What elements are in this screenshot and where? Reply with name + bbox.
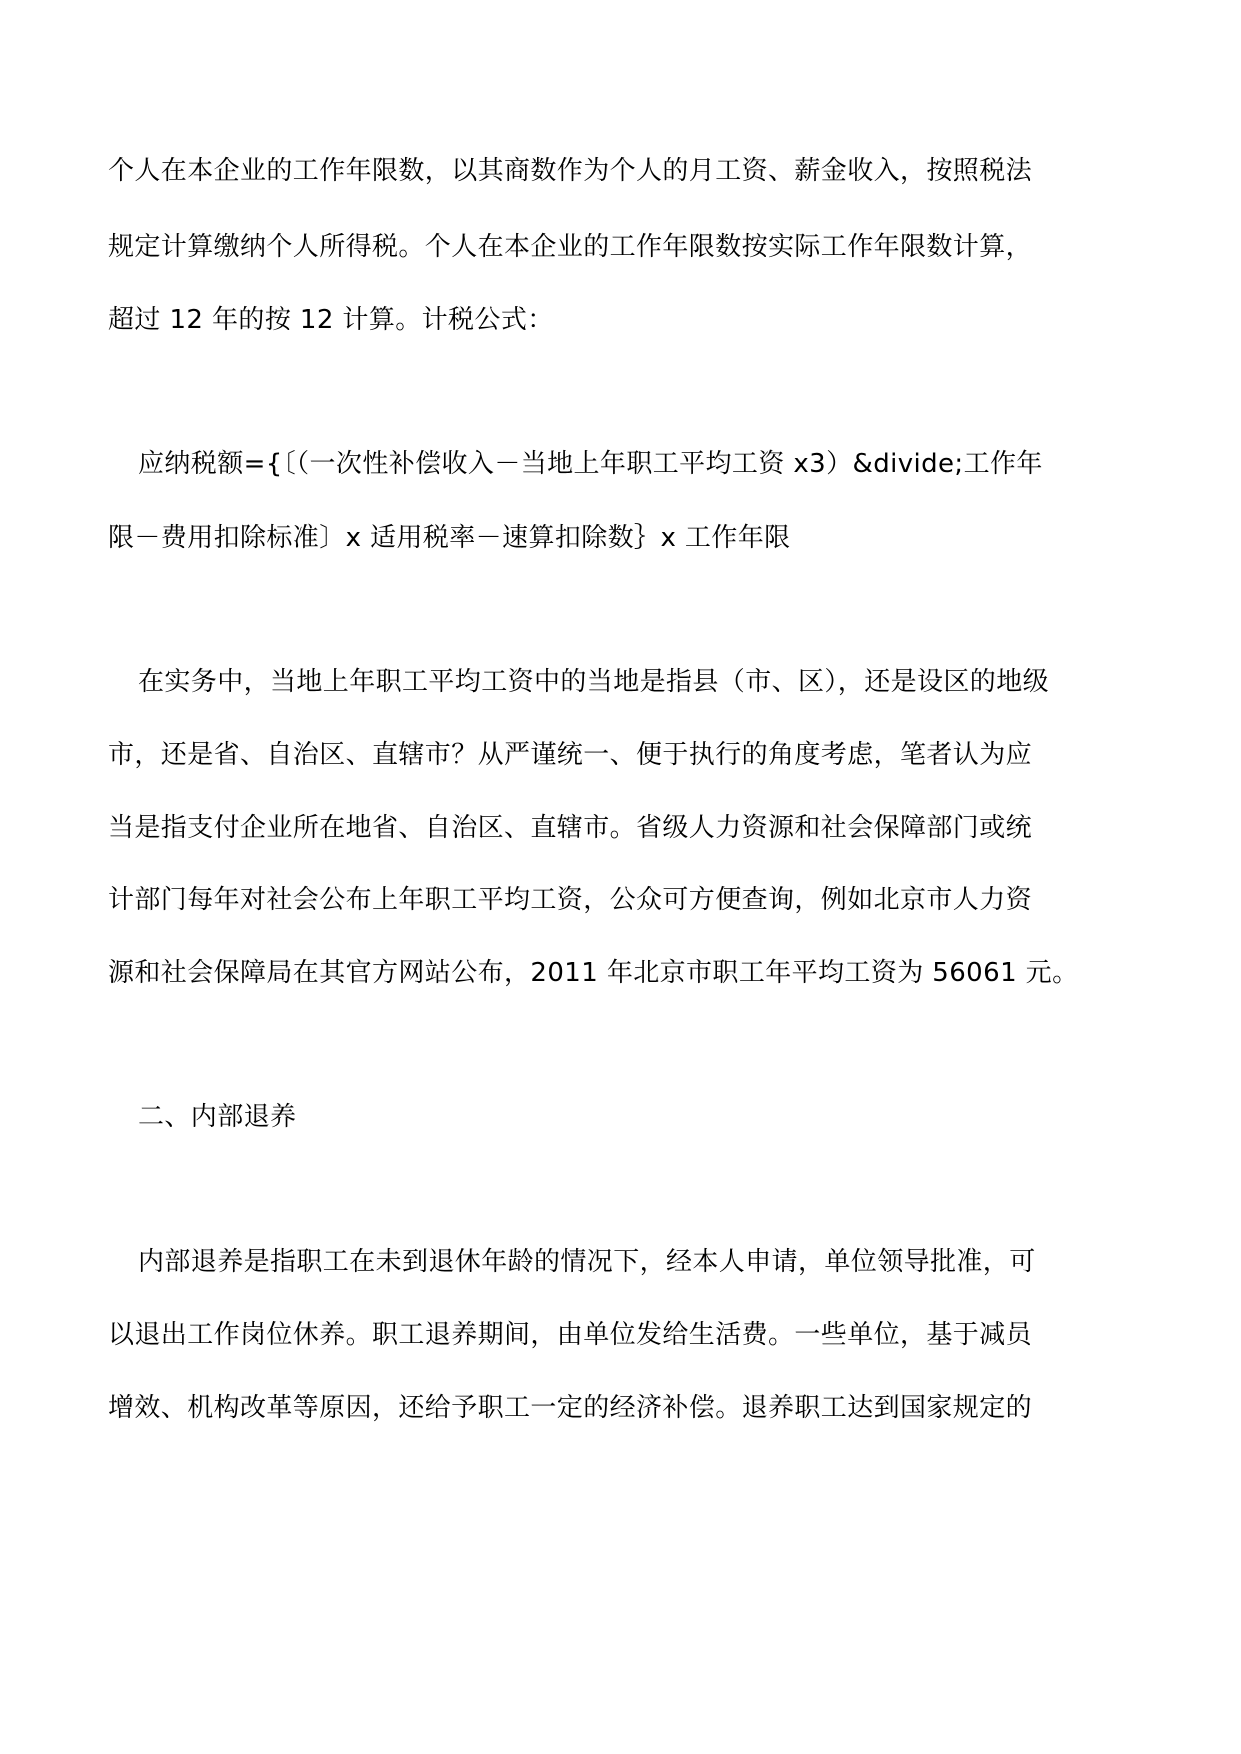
paragraph-3-line-3: 当是指支付企业所在地省、自治区、直辖市。省级人力资源和社会保障部门或统 xyxy=(108,813,1033,843)
paragraph-3-line-1: 在实务中，当地上年职工平均工资中的当地是指县（市、区），还是设区的地级 xyxy=(138,667,1050,697)
paragraph-1-line-1: 个人在本企业的工作年限数，以其商数作为个人的月工资、薪金收入，按照税法 xyxy=(108,156,1033,186)
section-heading: 二、内部退养 xyxy=(138,1102,297,1132)
paragraph-3-line-4: 计部门每年对社会公布上年职工平均工资，公众可方便查询，例如北京市人力资 xyxy=(108,885,1033,915)
paragraph-4-line-3: 增效、机构改革等原因，还给予职工一定的经济补偿。退养职工达到国家规定的 xyxy=(108,1393,1033,1423)
paragraph-1-line-2: 规定计算缴纳个人所得税。个人在本企业的工作年限数按实际工作年限数计算， xyxy=(108,232,1033,262)
paragraph-4-line-1: 内部退养是指职工在未到退休年龄的情况下，经本人申请，单位领导批准，可 xyxy=(138,1247,1036,1277)
paragraph-4-line-2: 以退出工作岗位休养。职工退养期间，由单位发给生活费。一些单位，基于减员 xyxy=(108,1320,1033,1350)
formula-line-2: 限－费用扣除标准〕x 适用税率－速算扣除数｝x 工作年限 xyxy=(108,523,791,553)
paragraph-1-line-3: 超过 12 年的按 12 计算。计税公式： xyxy=(108,305,554,335)
formula-line-1: 应纳税额={〔（一次性补偿收入－当地上年职工平均工资 x3）&divide;工作年 xyxy=(138,449,1043,479)
paragraph-3-line-2: 市，还是省、自治区、直辖市？从严谨统一、便于执行的角度考虑，笔者认为应 xyxy=(108,740,1033,770)
paragraph-3-line-5: 源和社会保障局在其官方网站公布，2011 年北京市职工年平均工资为 56061 元。 xyxy=(108,958,1079,988)
